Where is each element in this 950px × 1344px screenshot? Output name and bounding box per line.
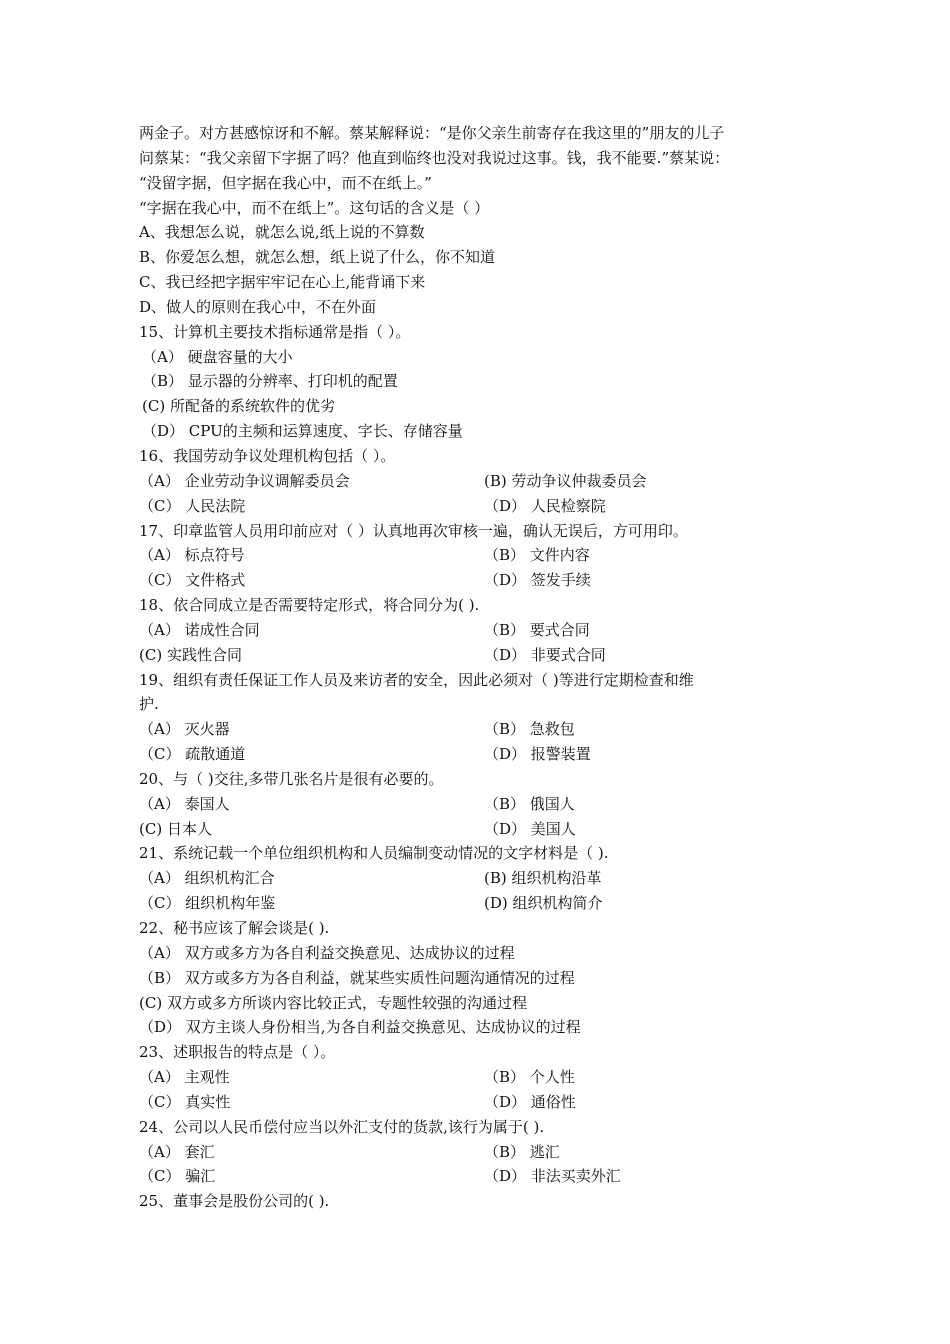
- option-b: （B） 要式合同: [484, 620, 590, 639]
- question-stem-23: 23、述职报告的特点是（ ）。: [139, 1043, 336, 1062]
- option-row: [139, 618, 829, 643]
- option-line: C、我已经把字据牢牢记在心上,能背诵下来: [139, 273, 426, 292]
- option-d: (D) 组织机构简介: [484, 894, 603, 913]
- option-d: （D） 通俗性: [484, 1092, 576, 1111]
- option-row: [139, 891, 829, 916]
- option-row: [139, 494, 829, 519]
- option-b: （B） 俄国人: [484, 794, 575, 813]
- option-a: （A） 灭火器: [139, 720, 230, 739]
- option-line: A、我想怎么说，就怎么说,纸上说的不算数: [139, 223, 425, 242]
- question-stem-14: “字据在我心中，而不在纸上”。这句话的含义是（ ）: [139, 198, 490, 217]
- option-row: [139, 817, 829, 842]
- option-d: （D） 报警装置: [484, 745, 591, 764]
- question-stem-15: 15、计算机主要技术指标通常是指（ ）。: [139, 322, 411, 341]
- option-c: （C） 文件格式: [139, 571, 246, 590]
- option-row: [139, 469, 829, 494]
- option-row: [139, 1065, 829, 1090]
- option-c: (C) 日本人: [139, 819, 212, 838]
- option-a: （A） 泰国人: [139, 794, 230, 813]
- option-line: B、你爱怎么想，就怎么想，纸上说了什么，你不知道: [139, 248, 496, 267]
- option-line: （D） CPU的主频和运算速度、字长、存储容量: [142, 422, 463, 441]
- option-line: D、做人的原则在我心中，不在外面: [139, 297, 377, 316]
- option-row: [139, 568, 829, 593]
- option-a: （A） 标点符号: [139, 546, 245, 565]
- option-row: [139, 1090, 829, 1115]
- option-b: （B） 急救包: [484, 720, 575, 739]
- option-c: （C） 人民法院: [139, 496, 246, 515]
- option-row: [139, 792, 829, 817]
- exam-text-body: [139, 121, 829, 1214]
- option-line: （A） 硬盘容量的大小: [142, 347, 293, 366]
- intro-line: 问蔡某：“我父亲留下字据了吗？他直到临终也没对我说过这事。钱，我不能要.”蔡某说：: [139, 148, 730, 167]
- option-row: [139, 866, 829, 891]
- option-c: （C） 真实性: [139, 1092, 231, 1111]
- option-c: (C) 实践性合同: [139, 645, 242, 664]
- question-stem-25: 25、董事会是股份公司的( ).: [139, 1192, 330, 1211]
- intro-line: “没留字据，但字据在我心中，而不在纸上。”: [139, 173, 432, 192]
- option-d: （D） 非法买卖外汇: [484, 1167, 621, 1186]
- option-row: [139, 543, 829, 568]
- option-a: （A） 诺成性合同: [139, 620, 260, 639]
- option-d: （D） 签发手续: [484, 571, 591, 590]
- option-line: （D） 双方主谈人身份相当,为各自利益交换意见、达成协议的过程: [139, 1018, 581, 1037]
- question-stem-24: 24、公司以人民币偿付应当以外汇支付的货款,该行为属于( ).: [139, 1117, 545, 1136]
- option-b: （B） 文件内容: [484, 546, 590, 565]
- option-line: （B） 显示器的分辨率、打印机的配置: [142, 372, 398, 391]
- question-stem-18: 18、依合同成立是否需要特定形式，将合同分为( ).: [139, 596, 480, 615]
- option-line: （A） 双方或多方为各自利益交换意见、达成协议的过程: [139, 943, 515, 962]
- option-row: [139, 643, 829, 668]
- option-d: （D） 美国人: [484, 819, 576, 838]
- question-stem-19-cont: 护.: [139, 695, 159, 714]
- option-row: [139, 742, 829, 767]
- option-row: [139, 1164, 829, 1189]
- option-b: (B) 劳动争议仲裁委员会: [484, 471, 647, 490]
- option-line: (C) 双方或多方所谈内容比较正式，专题性较强的沟通过程: [139, 993, 527, 1012]
- option-row: [139, 1140, 829, 1165]
- option-c: （C） 组织机构年鉴: [139, 894, 276, 913]
- question-stem-20: 20、与（ )交往,多带几张名片是很有必要的。: [139, 769, 444, 788]
- option-b: (B) 组织机构沿革: [484, 869, 602, 888]
- question-stem-19: 19、组织有责任保证工作人员及来访者的安全，因此必须对（ )等进行定期检查和维: [139, 670, 694, 689]
- option-d: （D） 非要式合同: [484, 645, 606, 664]
- option-a: （A） 套汇: [139, 1142, 215, 1161]
- option-a: （A） 企业劳动争议调解委员会: [139, 471, 350, 490]
- question-stem-17: 17、印章监管人员用印前应对（ ）认真地再次审核一遍，确认无误后，方可用印。: [139, 521, 688, 540]
- option-row: [139, 717, 829, 742]
- question-stem-21: 21、系统记载一个单位组织机构和人员编制变动情况的文字材料是（ ).: [139, 844, 609, 863]
- option-b: （B） 逃汇: [484, 1142, 560, 1161]
- option-c: （C） 疏散通道: [139, 745, 246, 764]
- option-line: (C) 所配备的系统软件的优劣: [142, 397, 335, 416]
- option-b: （B） 个人性: [484, 1068, 575, 1087]
- option-line: （B） 双方或多方为各自利益，就某些实质性问题沟通情况的过程: [139, 968, 575, 987]
- option-c: （C） 骗汇: [139, 1167, 216, 1186]
- option-d: （D） 人民检察院: [484, 496, 606, 515]
- option-a: （A） 组织机构汇合: [139, 869, 275, 888]
- option-a: （A） 主观性: [139, 1068, 230, 1087]
- intro-line: 两金子。对方甚感惊讶和不解。蔡某解释说：“是你父亲生前寄存在我这里的”朋友的儿子: [139, 124, 725, 142]
- question-stem-16: 16、我国劳动争议处理机构包括（ ）。: [139, 446, 396, 465]
- question-stem-22: 22、秘书应该了解会谈是( ).: [139, 919, 330, 937]
